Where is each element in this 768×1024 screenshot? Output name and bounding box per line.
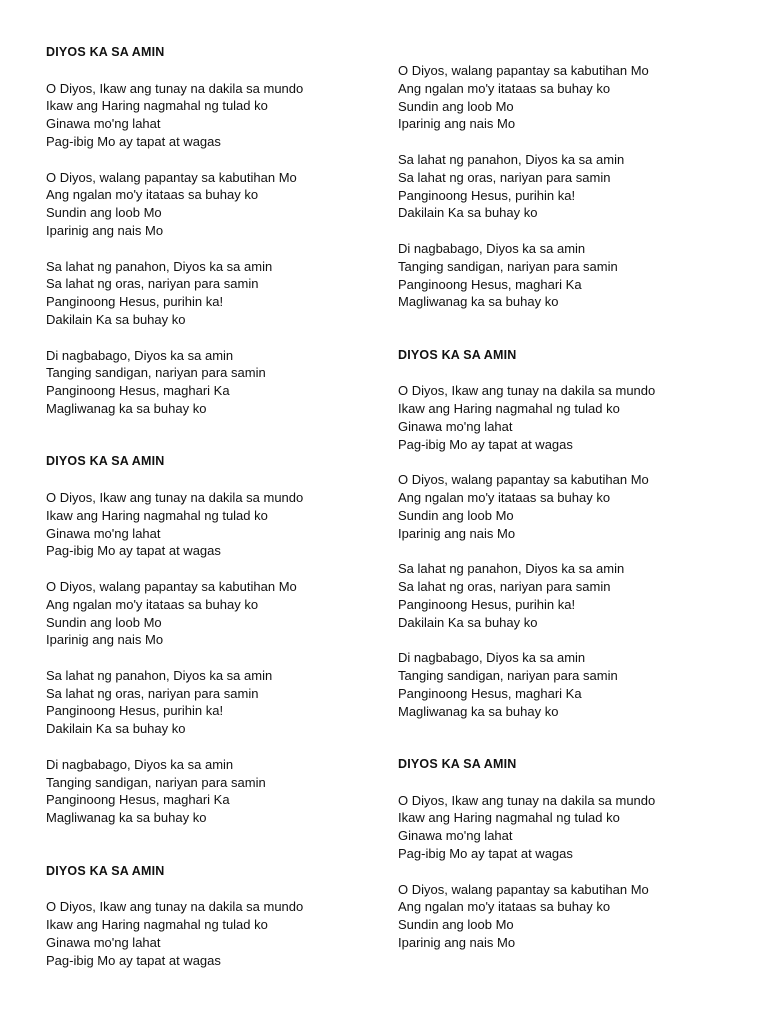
song-title: DIYOS KA SA AMIN <box>46 454 165 469</box>
lyric-line: Pag-ibig Mo ay tapat at wagas <box>398 436 573 452</box>
lyric-line: Magliwanag ka sa buhay ko <box>46 810 207 826</box>
lyric-line: Magliwanag ka sa buhay ko <box>398 703 559 719</box>
lyric-line: Ikaw ang Haring nagmahal ng tulad ko <box>398 810 620 826</box>
lyric-line: Panginoong Hesus, maghari Ka <box>398 685 582 701</box>
lyric-line: Tanging sandigan, nariyan para samin <box>398 258 618 274</box>
lyric-line: O Diyos, walang papantay sa kabutihan Mo <box>398 472 649 488</box>
stanza-v2 <box>398 471 655 542</box>
lyric-line: Sa lahat ng panahon, Diyos ka sa amin <box>398 561 625 577</box>
lyric-line: Pag-ibig Mo ay tapat at wagas <box>46 133 221 149</box>
stanza-v1 <box>398 382 655 453</box>
lyric-line: O Diyos, walang papantay sa kabutihan Mo <box>46 578 297 594</box>
lyric-line: Sa lahat ng oras, nariyan para samin <box>398 169 611 185</box>
lyric-line: Iparinig ang nais Mo <box>46 222 164 238</box>
lyric-line: O Diyos, walang papantay sa kabutihan Mo <box>398 63 649 78</box>
lyric-line: O Diyos, Ikaw ang tunay na dakila sa mundo <box>46 899 304 915</box>
lyric-line: Di nagbabago, Diyos ka sa amin <box>46 347 234 363</box>
lyric-line: Sundin ang loob Mo <box>398 98 514 114</box>
lyric-line: O Diyos, Ikaw ang tunay na dakila sa mundo <box>398 383 656 399</box>
lyric-line: Tanging sandigan, nariyan para samin <box>398 668 618 684</box>
stanza-v1 <box>46 898 303 969</box>
stanza-chorus <box>46 667 303 738</box>
stanza-bridge <box>398 240 655 311</box>
lyric-line: Dakilain Ka sa buhay ko <box>46 721 186 737</box>
stanza-chorus <box>398 151 655 222</box>
lyric-line: Tanging sandigan, nariyan para samin <box>46 365 266 381</box>
lyric-line: Panginoong Hesus, purihin ka! <box>398 596 576 612</box>
lyric-line: Magliwanag ka sa buhay ko <box>46 400 207 416</box>
song-title: DIYOS KA SA AMIN <box>46 863 165 878</box>
lyric-line: Ang ngalan mo'y itataas sa buhay ko <box>398 80 611 96</box>
stanza-chorus <box>398 560 655 631</box>
lyric-line: Pag-ibig Mo ay tapat at wagas <box>46 543 221 559</box>
lyric-line: O Diyos, Ikaw ang tunay na dakila sa mundo <box>46 489 304 505</box>
lyric-line: O Diyos, Ikaw ang tunay na dakila sa mundo <box>398 792 656 808</box>
song-title: DIYOS KA SA AMIN <box>398 347 517 362</box>
lyric-line: O Diyos, walang papantay sa kabutihan Mo <box>398 881 649 897</box>
lyric-line: Di nagbabago, Diyos ka sa amin <box>398 240 586 256</box>
left-column <box>46 44 303 969</box>
lyric-line: Di nagbabago, Diyos ka sa amin <box>46 756 234 772</box>
lyric-line: Ang ngalan mo'y itataas sa buhay ko <box>46 596 259 612</box>
lyric-line: Sundin ang loob Mo <box>398 507 514 523</box>
lyric-line: Di nagbabago, Diyos ka sa amin <box>398 650 586 666</box>
right-column <box>398 62 655 952</box>
lyric-line: Panginoong Hesus, maghari Ka <box>398 276 582 292</box>
stanza-v2 <box>398 62 655 133</box>
lyric-line: Magliwanag ka sa buhay ko <box>398 294 559 310</box>
stanza-v2 <box>46 169 303 240</box>
lyric-line: Ginawa mo'ng lahat <box>46 934 161 950</box>
lyric-line: Ikaw ang Haring nagmahal ng tulad ko <box>46 507 268 523</box>
lyric-line: Dakilain Ka sa buhay ko <box>398 205 538 221</box>
lyric-line: Sundin ang loob Mo <box>398 917 514 933</box>
lyric-line: Panginoong Hesus, maghari Ka <box>46 383 230 399</box>
stanza-chorus <box>46 258 303 329</box>
lyric-line: Ikaw ang Haring nagmahal ng tulad ko <box>46 98 268 114</box>
lyric-line: Panginoong Hesus, maghari Ka <box>46 792 230 808</box>
stanza-v2 <box>46 578 303 649</box>
lyric-line: Iparinig ang nais Mo <box>398 935 516 951</box>
lyric-line: Sa lahat ng panahon, Diyos ka sa amin <box>46 667 273 683</box>
lyric-line: Tanging sandigan, nariyan para samin <box>46 774 266 790</box>
lyric-line: Ang ngalan mo'y itataas sa buhay ko <box>46 187 259 203</box>
lyric-line: Dakilain Ka sa buhay ko <box>46 311 186 327</box>
stanza-v1 <box>46 489 303 560</box>
lyric-line: Ang ngalan mo'y itataas sa buhay ko <box>398 899 611 915</box>
stanza-bridge <box>398 649 655 720</box>
lyric-line: Ang ngalan mo'y itataas sa buhay ko <box>398 490 611 506</box>
stanza-v1 <box>46 80 303 151</box>
lyric-line: Sa lahat ng panahon, Diyos ka sa amin <box>46 258 273 274</box>
lyric-line: Pag-ibig Mo ay tapat at wagas <box>398 846 573 862</box>
lyric-line: Ginawa mo'ng lahat <box>46 116 161 132</box>
song-title: DIYOS KA SA AMIN <box>46 45 165 59</box>
stanza-bridge <box>46 347 303 418</box>
stanza-v2 <box>398 881 655 952</box>
song-title: DIYOS KA SA AMIN <box>398 757 517 772</box>
lyric-line: Iparinig ang nais Mo <box>398 525 516 541</box>
lyric-line: Panginoong Hesus, purihin ka! <box>398 187 576 203</box>
lyric-line: Pag-ibig Mo ay tapat at wagas <box>46 952 221 968</box>
lyric-line: Panginoong Hesus, purihin ka! <box>46 703 224 719</box>
stanza-bridge <box>46 756 303 827</box>
lyric-line: Ikaw ang Haring nagmahal ng tulad ko <box>398 401 620 417</box>
lyric-line: Sa lahat ng panahon, Diyos ka sa amin <box>398 151 625 167</box>
stanza-v1 <box>398 792 655 863</box>
lyric-line: O Diyos, Ikaw ang tunay na dakila sa mundo <box>46 80 304 96</box>
lyric-line: Panginoong Hesus, purihin ka! <box>46 294 224 310</box>
lyric-line: Dakilain Ka sa buhay ko <box>398 614 538 630</box>
lyric-line: Sundin ang loob Mo <box>46 205 162 221</box>
lyric-line: O Diyos, walang papantay sa kabutihan Mo <box>46 169 297 185</box>
lyric-line: Sundin ang loob Mo <box>46 614 162 630</box>
lyric-line: Ikaw ang Haring nagmahal ng tulad ko <box>46 917 268 933</box>
lyric-line: Ginawa mo'ng lahat <box>398 418 513 434</box>
lyric-line: Sa lahat ng oras, nariyan para samin <box>46 685 259 701</box>
lyric-line: Sa lahat ng oras, nariyan para samin <box>398 579 611 595</box>
lyric-line: Sa lahat ng oras, nariyan para samin <box>46 276 259 292</box>
lyric-line: Ginawa mo'ng lahat <box>46 525 161 541</box>
lyric-line: Ginawa mo'ng lahat <box>398 828 513 844</box>
lyric-line: Iparinig ang nais Mo <box>398 116 516 132</box>
lyric-line: Iparinig ang nais Mo <box>46 632 164 648</box>
